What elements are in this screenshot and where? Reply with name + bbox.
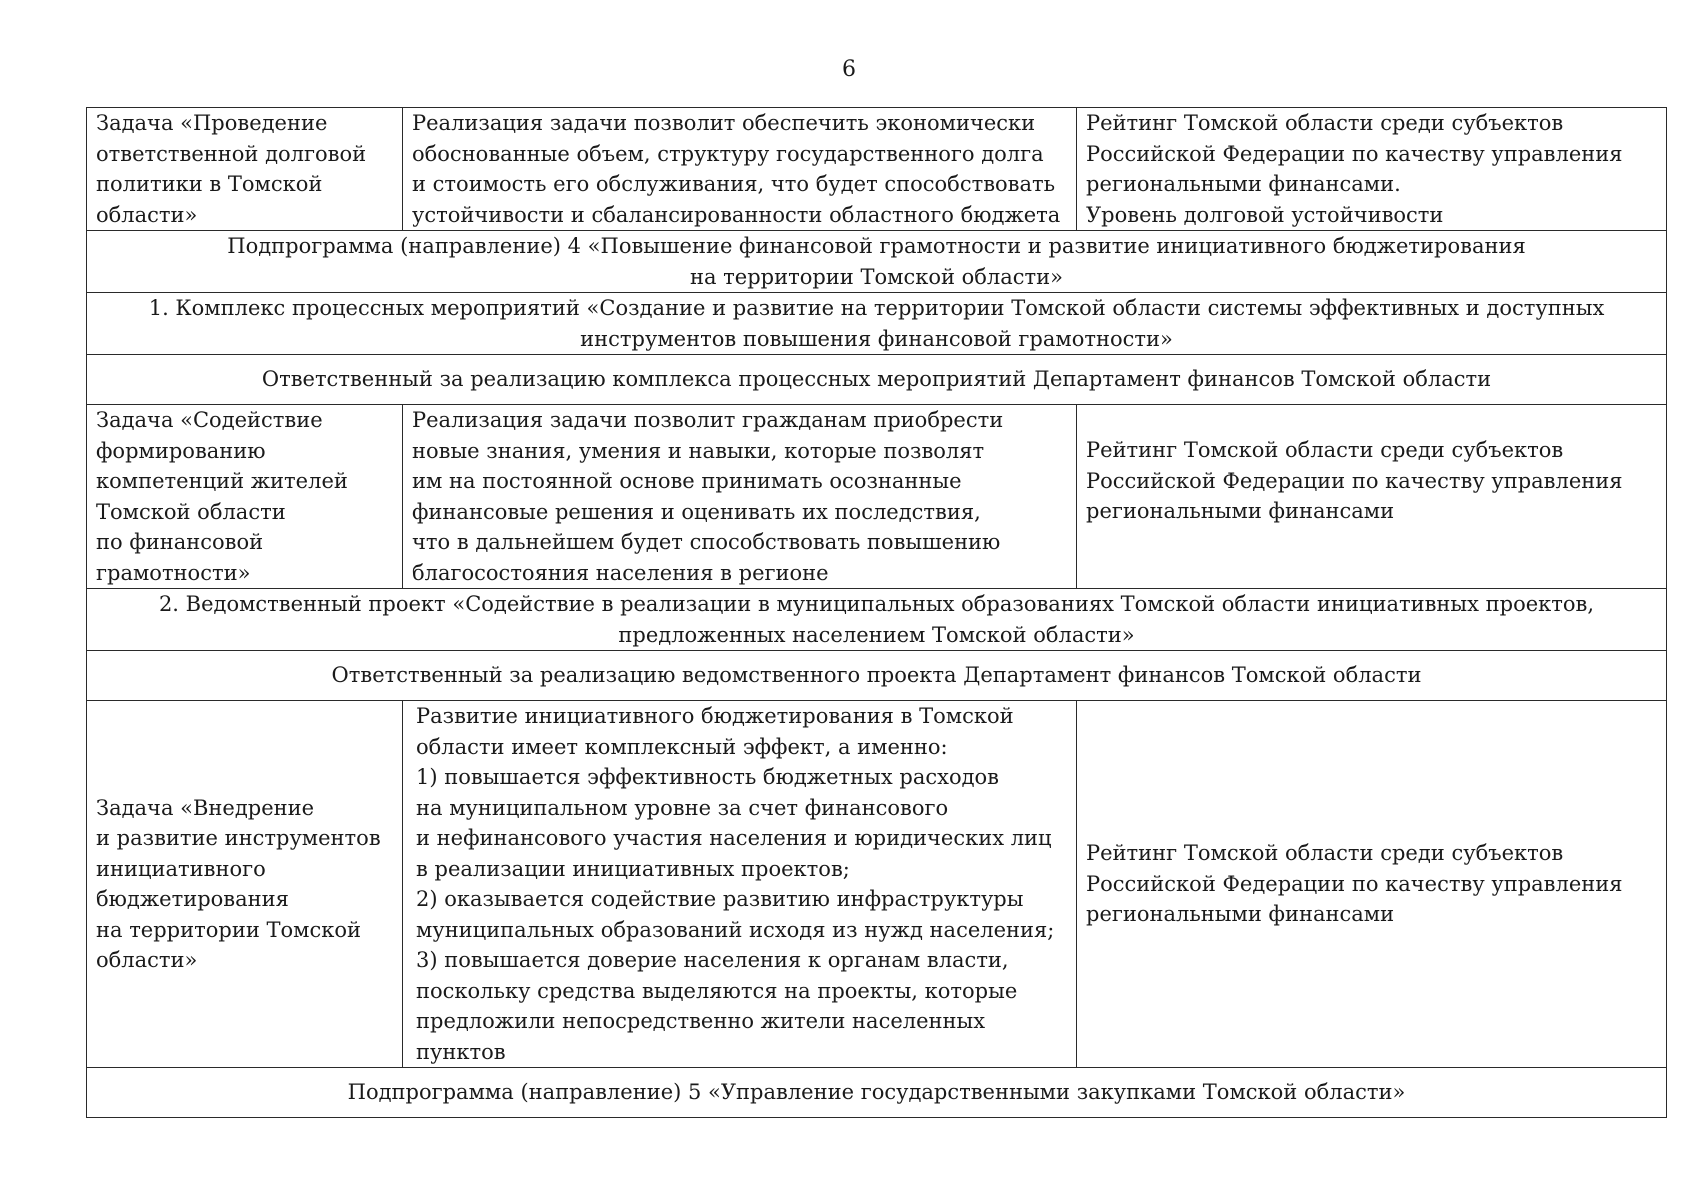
responsible-heading: Ответственный за реализацию комплекса процессных мероприятий Департамент финансов Томской области — [87, 355, 1667, 405]
effect-cell: Реализация задачи позволит гражданам приобрести новые знания, умения и навыки, которые позволят им на постоянной основе принимать осознанные финансовые решения и оценивать их последствия, что в дальнейшем будет способствовать повышению благосостояния населения в регионе — [403, 405, 1077, 589]
indicator-cell: Рейтинг Томской области среди субъектов Российской Федерации по качеству управления региональными финансами — [1077, 701, 1667, 1068]
table-row-departmental-project — [87, 589, 1667, 651]
effect-cell: Реализация задачи позволит обеспечить экономически обоснованные объем, структуру государственного долга и стоимость его обслуживания, что будет способствовать устойчивости и сбалансированности областного бюджета — [403, 108, 1077, 231]
task-cell: Задача «Внедрение и развитие инструментов инициативного бюджетирования на территории Томской области» — [87, 701, 403, 1068]
responsible-heading: Ответственный за реализацию ведомственного проекта Департамент финансов Томской области — [87, 651, 1667, 701]
table-row-responsible-complex — [87, 355, 1667, 405]
table-row-subprogram-4 — [87, 231, 1667, 293]
subprogram-heading: Подпрограмма (направление) 5 «Управление государственными закупками Томской области» — [87, 1068, 1667, 1118]
table-row-activities-complex — [87, 293, 1667, 355]
task-cell: Задача «Проведение ответственной долговой политики в Томской области» — [87, 108, 403, 231]
table-row-initiative-budgeting — [87, 701, 1667, 1068]
effect-cell: Развитие инициативного бюджетирования в Томской области имеет комплексный эффект, а именно: 1) повышается эффективность бюджетных расходов на муниципальном уровне за счет финансового и нефинансового участия населения и юридических лиц в реализации инициативных проектов; 2) оказывается содействие развитию инфраструктуры муниципальных образований исходя из нужд населения; 3) повышается доверие населения к органам власти, поскольку средства выделяются на проекты, которые предложили непосредственно жители населенных пунктов — [403, 701, 1077, 1068]
activities-complex-heading: 1. Комплекс процессных мероприятий «Создание и развитие на территории Томской области системы эффективных и доступных инструментов повышения финансовой грамотности» — [87, 293, 1667, 355]
table-row-responsible-project — [87, 651, 1667, 701]
subprogram-heading: Подпрограмма (направление) 4 «Повышение финансовой грамотности и развитие инициативного бюджетирования на территории Томской области» — [87, 231, 1667, 293]
table-row-financial-literacy — [87, 405, 1667, 589]
table-row-subprogram-5 — [87, 1068, 1667, 1118]
page-number: 6 — [842, 57, 856, 82]
departmental-project-heading: 2. Ведомственный проект «Содействие в реализации в муниципальных образованиях Томской области инициативных проектов, предложенных населением Томской области» — [87, 589, 1667, 651]
task-cell: Задача «Содействие формированию компетенций жителей Томской области по финансовой грамотности» — [87, 405, 403, 589]
program-table — [86, 107, 1667, 1118]
table-row-debt-policy — [87, 108, 1667, 231]
indicator-cell: Рейтинг Томской области среди субъектов Российской Федерации по качеству управления региональными финансами. Уровень долговой устойчивости — [1077, 108, 1667, 231]
indicator-cell: Рейтинг Томской области среди субъектов Российской Федерации по качеству управления региональными финансами — [1077, 405, 1667, 589]
